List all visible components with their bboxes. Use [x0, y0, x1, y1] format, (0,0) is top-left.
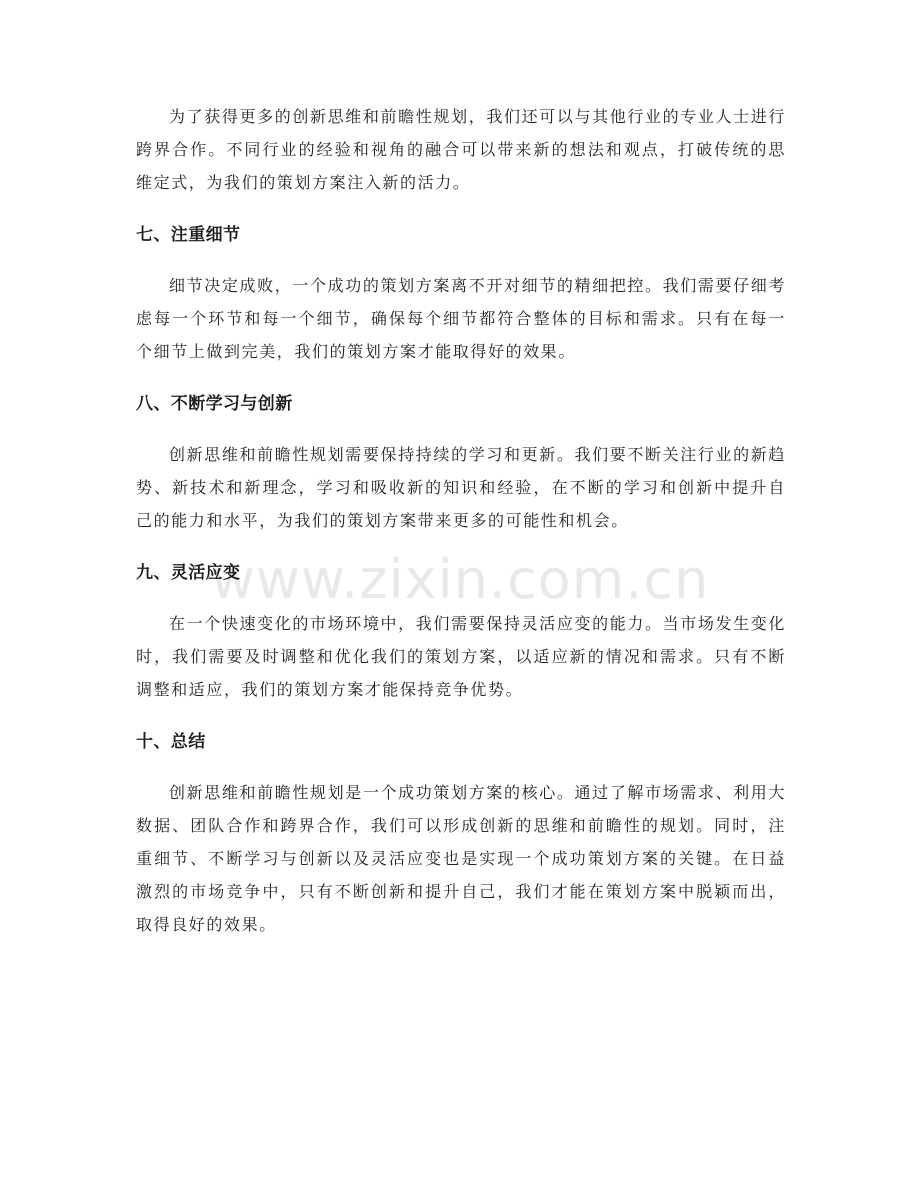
section-heading-flexibility: 九、灵活应变	[136, 563, 241, 583]
section-paragraph-attention-to-detail: 细节决定成败，一个成功的策划方案离不开对细节的精细把控。我们需要仔细考虑每一个环节和每一个细节，确保每个细节都符合整体的目标和需求。只有在每一个细节上做到完美，我们的策划方案才能取得好的效果。	[136, 276, 786, 361]
intro-paragraph: 为了获得更多的创新思维和前瞻性规划，我们还可以与其他行业的专业人士进行跨界合作。不同行业的经验和视角的融合可以带来新的想法和观点，打破传统的思维定式，为我们的策划方案注入新的活力。	[136, 107, 786, 192]
watermark-text: www.zixin.com.cn	[210, 548, 710, 611]
section-heading-learning-innovation: 八、不断学习与创新	[136, 394, 293, 414]
section-paragraph-learning-innovation: 创新思维和前瞻性规划需要保持持续的学习和更新。我们要不断关注行业的新趋势、新技术和新理念，学习和吸收新的知识和经验，在不断的学习和创新中提升自己的能力和水平，为我们的策划方案带来更多的可能性和机会。	[136, 445, 786, 530]
section-heading-summary: 十、总结	[136, 732, 206, 752]
section-heading-attention-to-detail: 七、注重细节	[136, 225, 241, 245]
document-body	[136, 100, 786, 941]
section-paragraph-summary: 创新思维和前瞻性规划是一个成功策划方案的核心。通过了解市场需求、利用大数据、团队合作和跨界合作，我们可以形成创新的思维和前瞻性的规划。同时，注重细节、不断学习与创新以及灵活应变也是实现一个成功策划方案的关键。在日益激烈的市场竞争中，只有不断创新和提升自己，我们才能在策划方案中脱颖而出，取得良好的效果。	[136, 783, 786, 934]
section-paragraph-flexibility: 在一个快速变化的市场环境中，我们需要保持灵活应变的能力。当市场发生变化时，我们需要及时调整和优化我们的策划方案，以适应新的情况和需求。只有不断调整和适应，我们的策划方案才能保持竞争优势。	[136, 614, 786, 699]
